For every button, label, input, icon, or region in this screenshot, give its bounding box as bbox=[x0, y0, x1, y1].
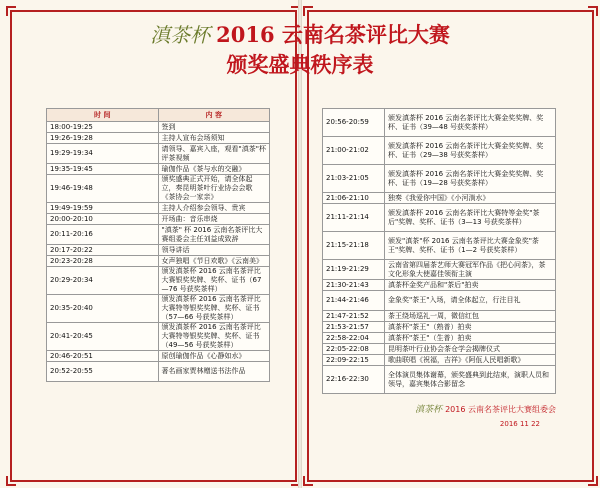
table-row bbox=[47, 362, 270, 382]
row-content: 主持人介绍参会领导、贵宾 bbox=[158, 203, 270, 214]
row-time: 21:06-21:10 bbox=[323, 193, 385, 204]
row-content: 滇茶杯"茶王"（熟普）拍卖 bbox=[385, 322, 556, 333]
row-content: 著名画家贾林赠送书法作品 bbox=[158, 362, 270, 382]
row-content: 昆明茶叶行业协会茶仓学会揭牌仪式 bbox=[385, 344, 556, 355]
row-time: 19:35-19:45 bbox=[47, 164, 159, 175]
row-time: 22:58-22:04 bbox=[323, 333, 385, 344]
row-content: 独奏《我爱你中国》《小河淌水》 bbox=[385, 193, 556, 204]
table-row bbox=[323, 260, 556, 280]
table-row bbox=[47, 175, 270, 203]
table-row bbox=[47, 203, 270, 214]
table-row bbox=[47, 164, 270, 175]
row-content: 全体演员集体谢幕，颁奖盛典到此结束，演职人员和领导，嘉宾集体合影留念 bbox=[385, 366, 556, 394]
table-row bbox=[47, 256, 270, 267]
table-row bbox=[47, 267, 270, 295]
schedule-table-left bbox=[46, 108, 270, 382]
table-row bbox=[47, 225, 270, 245]
table-row bbox=[323, 366, 556, 394]
signoff-org: 2016 云南名茶评比大赛组委会 bbox=[445, 405, 556, 414]
row-time: 19:49-19:59 bbox=[47, 203, 159, 214]
row-content: 颁发滇茶杯 2016 云南名茶评比大赛金奖奖牌、奖杯、证书（29—38 号获奖茶样） bbox=[385, 137, 556, 165]
table-row bbox=[323, 165, 556, 193]
schedule-table-right bbox=[322, 108, 556, 394]
row-content: 女声独唱《节日欢歌》《云南美》 bbox=[158, 256, 270, 267]
table-row bbox=[323, 344, 556, 355]
column-header-time: 时 间 bbox=[47, 109, 159, 122]
title-block bbox=[14, 22, 586, 78]
row-content: 请领导、嘉宾入座，观看"滇茶"杯评茶视频 bbox=[158, 144, 270, 164]
table-row bbox=[47, 351, 270, 362]
table-row bbox=[323, 322, 556, 333]
row-content: 颁发滇茶杯 2016 云南名茶评比大赛银奖奖牌、奖杯、证书（67—76 号获奖茶样） bbox=[158, 267, 270, 295]
row-time: 21:11-21:14 bbox=[323, 204, 385, 232]
table-row bbox=[47, 245, 270, 256]
row-content: 领导讲话 bbox=[158, 245, 270, 256]
row-content: 茶王绕场巡礼一周，微信红包 bbox=[385, 311, 556, 322]
row-content: 颁发滇茶杯 2016 云南名茶评比大赛特等金奖"茶后"奖牌、奖杯、证书（3—13 号获奖茶样） bbox=[385, 204, 556, 232]
row-content: 签到 bbox=[158, 122, 270, 133]
table-row bbox=[323, 193, 556, 204]
table-row bbox=[323, 204, 556, 232]
row-content: 滇茶杯"茶王"（生普）拍卖 bbox=[385, 333, 556, 344]
row-content: 滇茶杯金奖产品和"茶后"拍卖 bbox=[385, 280, 556, 291]
organizer-signoff bbox=[322, 404, 556, 416]
row-time: 20:52-20:55 bbox=[47, 362, 159, 382]
row-content: 开场曲：音乐串烧 bbox=[158, 214, 270, 225]
row-time: 19:46-19:48 bbox=[47, 175, 159, 203]
row-content: 歌曲联唱《祝福，吉祥》《阿佤人民唱新歌》 bbox=[385, 355, 556, 366]
table-row bbox=[47, 214, 270, 225]
column-header-content: 内 容 bbox=[158, 109, 270, 122]
row-time: 20:00-20:10 bbox=[47, 214, 159, 225]
row-time: 22:09-22:15 bbox=[323, 355, 385, 366]
table-row bbox=[47, 323, 270, 351]
row-time: 21:44-21:46 bbox=[323, 291, 385, 311]
row-content: 瑜伽作品《茶与水的交融》 bbox=[158, 164, 270, 175]
row-time: 21:03-21:05 bbox=[323, 165, 385, 193]
row-content: 颁发滇茶杯 2016 云南名茶评比大赛特等银奖奖牌、奖杯、证书（57—66 号获奖茶样） bbox=[158, 295, 270, 323]
row-content: 颁发滇茶杯 2016 云南名茶评比大赛金奖奖牌、奖杯、证书（39—48 号获奖茶样） bbox=[385, 109, 556, 137]
row-content: 颁发滇茶杯 2016 云南名茶评比大赛特等银奖奖牌、奖杯、证书（49—56 号获奖茶样） bbox=[158, 323, 270, 351]
signoff-brand: 滇茶杯 bbox=[415, 405, 443, 415]
row-content: 颁奖盛典正式开始，请全体起立，奏昆明茶叶行业协会会歌《茶协会一家亲》 bbox=[158, 175, 270, 203]
title-text-1: 2016 云南名茶评比大赛 bbox=[216, 22, 450, 47]
row-time: 22:16-22:30 bbox=[323, 366, 385, 394]
table-row bbox=[323, 333, 556, 344]
row-time: 21:53-21:57 bbox=[323, 322, 385, 333]
row-time: 20:17-20:22 bbox=[47, 245, 159, 256]
row-time: 20:46-20:51 bbox=[47, 351, 159, 362]
row-time: 20:41-20:45 bbox=[47, 323, 159, 351]
row-time: 21:00-21:02 bbox=[323, 137, 385, 165]
table-row bbox=[323, 232, 556, 260]
table-row bbox=[47, 144, 270, 164]
row-time: 19:26-19:28 bbox=[47, 133, 159, 144]
row-content: 主持人宣布会场须知 bbox=[158, 133, 270, 144]
signoff-date: 2016 11 22 bbox=[499, 420, 540, 428]
row-time: 21:47-21:52 bbox=[323, 311, 385, 322]
row-time: 20:29-20:34 bbox=[47, 267, 159, 295]
row-content: 金象奖"茶王"入场，请全体起立，行注目礼 bbox=[385, 291, 556, 311]
row-content: 云南省第四届茶艺师大赛冠军作品《把心问茶》，茶文化形象大使嘉佳领衔主演 bbox=[385, 260, 556, 280]
table-row bbox=[47, 133, 270, 144]
title-line-2: 颁奖盛典秩序表 bbox=[226, 52, 374, 77]
row-time: 20:11-20:16 bbox=[47, 225, 159, 245]
table-row bbox=[323, 291, 556, 311]
row-time: 19:29-19:34 bbox=[47, 144, 159, 164]
row-content: 原创瑜伽作品《心静如水》 bbox=[158, 351, 270, 362]
brand-calligraphy: 滇茶杯 bbox=[150, 23, 211, 47]
table-row bbox=[47, 122, 270, 133]
row-time: 21:15-21:18 bbox=[323, 232, 385, 260]
row-time: 22:05-22:08 bbox=[323, 344, 385, 355]
row-time: 21:19-21:29 bbox=[323, 260, 385, 280]
row-time: 20:35-20:40 bbox=[47, 295, 159, 323]
row-time: 18:00-19:25 bbox=[47, 122, 159, 133]
row-content: "滇茶" 杯 2016 云南名茶评比大赛组委会主任刘益成致辞 bbox=[158, 225, 270, 245]
table-row bbox=[323, 355, 556, 366]
title-line-1 bbox=[14, 22, 586, 48]
row-time: 20:23-20:28 bbox=[47, 256, 159, 267]
table-row bbox=[323, 137, 556, 165]
table-row bbox=[323, 109, 556, 137]
table-row bbox=[323, 280, 556, 291]
row-time: 21:30-21:43 bbox=[323, 280, 385, 291]
row-content: 颁发滇茶杯 2016 云南名茶评比大赛金奖奖牌、奖杯、证书（19—28 号获奖茶样） bbox=[385, 165, 556, 193]
row-content: 颁发"滇茶"杯 2016 云南名茶评比大赛金象奖"茶王"奖牌、奖杯、证书（1—2 号获奖茶样） bbox=[385, 232, 556, 260]
table-row bbox=[47, 295, 270, 323]
table-row bbox=[323, 311, 556, 322]
row-time: 20:56-20:59 bbox=[323, 109, 385, 137]
